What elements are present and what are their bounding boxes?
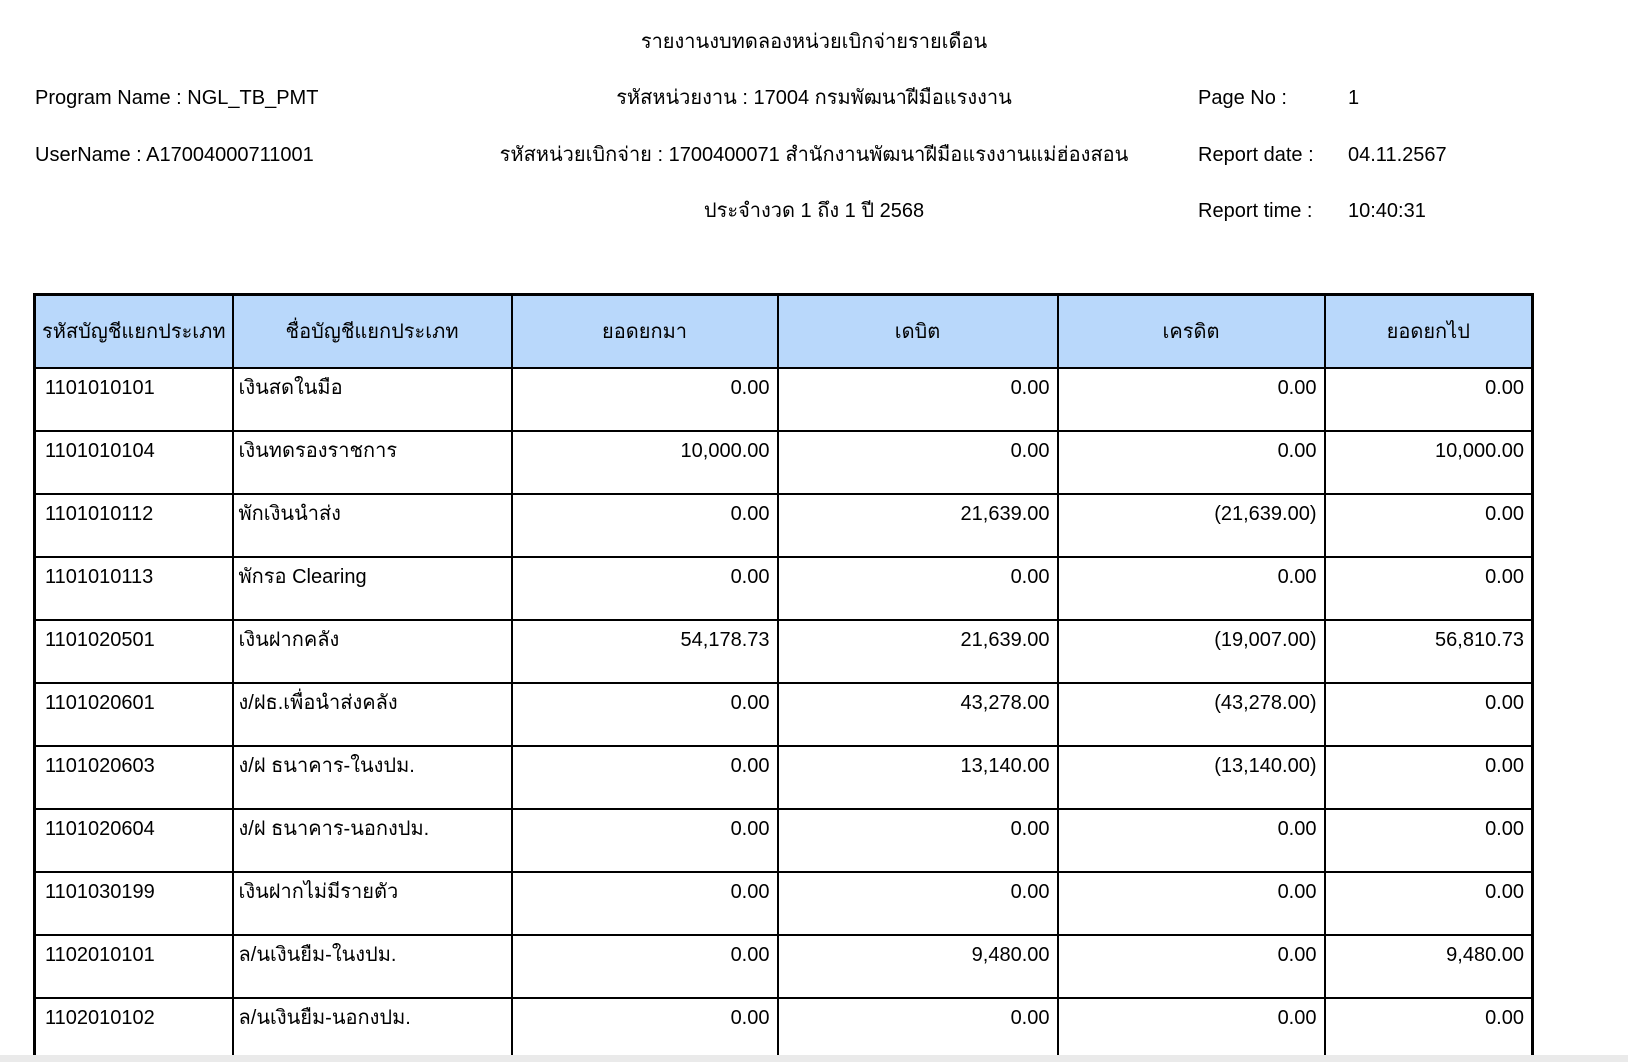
debit-cell: 21,639.00 [778, 494, 1058, 557]
credit-cell: 0.00 [1058, 809, 1325, 872]
account-name-cell: พักเงินนำส่ง [233, 494, 512, 557]
window-bottom-strip [0, 1055, 1628, 1062]
carry-over-cell: 56,810.73 [1325, 620, 1533, 683]
program-name-label: Program Name : [35, 87, 182, 109]
carry-forward-cell: 0.00 [512, 368, 778, 431]
carry-forward-cell: 0.00 [512, 746, 778, 809]
account-name-cell: ล/นเงินยืม-ในงปม. [233, 935, 512, 998]
table-row [35, 431, 1533, 494]
credit-cell: (21,639.00) [1058, 494, 1325, 557]
table-row [35, 557, 1533, 620]
account-name-cell: เงินฝากไม่มีรายตัว [233, 872, 512, 935]
debit-cell: 0.00 [778, 809, 1058, 872]
carry-over-cell: 10,000.00 [1325, 431, 1533, 494]
account-name-cell: ง/ฝธ.เพื่อนำส่งคลัง [233, 683, 512, 746]
carry-over-cell: 0.00 [1325, 494, 1533, 557]
credit-cell: 0.00 [1058, 998, 1325, 1062]
credit-cell: 0.00 [1058, 872, 1325, 935]
account-name-cell: ง/ฝ ธนาคาร-ในงปม. [233, 746, 512, 809]
debit-cell: 43,278.00 [778, 683, 1058, 746]
header-account-code: รหัสบัญชีแยกประเภท [35, 295, 233, 369]
carry-over-cell: 9,480.00 [1325, 935, 1533, 998]
table-row [35, 620, 1533, 683]
table-row [35, 683, 1533, 746]
header-carry-over: ยอดยกไป [1325, 295, 1533, 369]
table-row [35, 494, 1533, 557]
account-code-cell: 1101020604 [35, 809, 233, 872]
debit-cell: 9,480.00 [778, 935, 1058, 998]
user-name-value: A17004000711001 [146, 144, 314, 166]
credit-cell: 0.00 [1058, 431, 1325, 494]
credit-cell: (43,278.00) [1058, 683, 1325, 746]
table-row [35, 746, 1533, 809]
credit-cell: (13,140.00) [1058, 746, 1325, 809]
report-time-value: 10:40:31 [1348, 200, 1426, 222]
table-header-row [35, 295, 1533, 369]
account-name-cell: เงินฝากคลัง [233, 620, 512, 683]
carry-forward-cell: 0.00 [512, 809, 778, 872]
report-date-label: Report date : [1198, 144, 1314, 166]
report-title: รายงานงบทดลองหน่วยเบิกจ่ายรายเดือน [640, 31, 988, 53]
table-body [35, 368, 1533, 1062]
carry-over-cell: 0.00 [1325, 557, 1533, 620]
disbursement-unit-line: รหัสหน่วยเบิกจ่าย : 1700400071 สำนักงานพัฒนาฝีมือแรงงานแม่ฮ่องสอน [499, 144, 1129, 166]
carry-over-cell: 0.00 [1325, 872, 1533, 935]
carry-over-cell: 0.00 [1325, 998, 1533, 1062]
debit-cell: 0.00 [778, 998, 1058, 1062]
period-line: ประจำงวด 1 ถึง 1 ปี 2568 [703, 200, 925, 222]
page-no-label: Page No : [1198, 87, 1287, 109]
table-row [35, 809, 1533, 872]
debit-cell: 0.00 [778, 872, 1058, 935]
table-row [35, 998, 1533, 1062]
credit-cell: 0.00 [1058, 557, 1325, 620]
account-code-cell: 1101010101 [35, 368, 233, 431]
carry-over-cell: 0.00 [1325, 368, 1533, 431]
account-code-cell: 1101030199 [35, 872, 233, 935]
table-row [35, 935, 1533, 998]
account-name-cell: เงินทดรองราชการ [233, 431, 512, 494]
carry-over-cell: 0.00 [1325, 683, 1533, 746]
header-account-name: ชื่อบัญชีแยกประเภท [233, 295, 512, 369]
account-code-cell: 1101020501 [35, 620, 233, 683]
program-name-value: NGL_TB_PMT [187, 87, 319, 109]
account-code-cell: 1101010112 [35, 494, 233, 557]
account-name-cell: ง/ฝ ธนาคาร-นอกงปม. [233, 809, 512, 872]
account-code-cell: 1101020603 [35, 746, 233, 809]
carry-forward-cell: 0.00 [512, 935, 778, 998]
report-time-label: Report time : [1198, 200, 1313, 222]
debit-cell: 21,639.00 [778, 620, 1058, 683]
carry-forward-cell: 0.00 [512, 557, 778, 620]
account-name-cell: พักรอ Clearing [233, 557, 512, 620]
header-debit: เดบิต [778, 295, 1058, 369]
credit-cell: (19,007.00) [1058, 620, 1325, 683]
account-code-cell: 1102010101 [35, 935, 233, 998]
account-code-cell: 1101020601 [35, 683, 233, 746]
debit-cell: 13,140.00 [778, 746, 1058, 809]
credit-cell: 0.00 [1058, 368, 1325, 431]
header-credit: เครดิต [1058, 295, 1325, 369]
debit-cell: 0.00 [778, 431, 1058, 494]
carry-over-cell: 0.00 [1325, 809, 1533, 872]
table-row [35, 368, 1533, 431]
carry-forward-cell: 0.00 [512, 998, 778, 1062]
account-code-cell: 1101010113 [35, 557, 233, 620]
header-carry-forward: ยอดยกมา [512, 295, 778, 369]
carry-forward-cell: 0.00 [512, 494, 778, 557]
carry-forward-cell: 54,178.73 [512, 620, 778, 683]
account-code-cell: 1101010104 [35, 431, 233, 494]
account-code-cell: 1102010102 [35, 998, 233, 1062]
table-row [35, 872, 1533, 935]
carry-forward-cell: 10,000.00 [512, 431, 778, 494]
account-name-cell: ล/นเงินยืม-นอกงปม. [233, 998, 512, 1062]
debit-cell: 0.00 [778, 368, 1058, 431]
carry-forward-cell: 0.00 [512, 683, 778, 746]
carry-over-cell: 0.00 [1325, 746, 1533, 809]
agency-line: รหัสหน่วยงาน : 17004 กรมพัฒนาฝีมือแรงงาน [616, 87, 1012, 109]
trial-balance-table [33, 293, 1534, 1062]
page-no-value: 1 [1348, 87, 1360, 109]
carry-forward-cell: 0.00 [512, 872, 778, 935]
user-name-label: UserName : [35, 144, 142, 166]
debit-cell: 0.00 [778, 557, 1058, 620]
report-date-value: 04.11.2567 [1348, 144, 1447, 166]
account-name-cell: เงินสดในมือ [233, 368, 512, 431]
credit-cell: 0.00 [1058, 935, 1325, 998]
